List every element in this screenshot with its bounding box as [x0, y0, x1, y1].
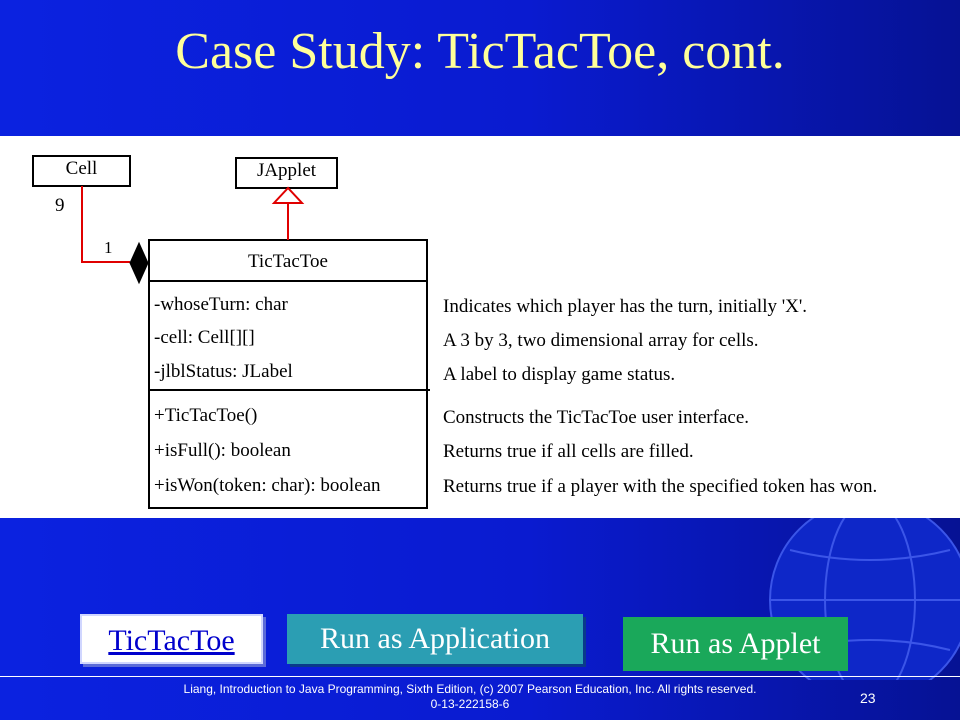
- field-cell: -cell: Cell[][]: [154, 327, 255, 348]
- page-number: 23: [860, 690, 876, 706]
- composition-diamond: [130, 243, 148, 283]
- inheritance-arrowhead: [274, 188, 302, 203]
- desc-whoseturn: Indicates which player has the turn, initially 'X'.: [443, 296, 808, 317]
- run-as-application-button[interactable]: Run as Application: [287, 614, 583, 664]
- field-whoseturn: -whoseTurn: char: [154, 294, 288, 315]
- desc-constructor: Constructs the TicTacToe user interface.: [443, 407, 750, 428]
- method-constructor: +TicTacToe(): [154, 405, 258, 426]
- slide-title: Case Study: TicTacToe, cont.: [175, 23, 785, 80]
- desc-iswon: Returns true if a player with the specified token has won.: [443, 476, 878, 497]
- desc-cell: A 3 by 3, two dimensional array for cells.: [443, 330, 759, 351]
- multiplicity-one: 1: [104, 238, 113, 257]
- run-as-applet-button[interactable]: Run as Applet: [623, 617, 848, 671]
- method-iswon: +isWon(token: char): boolean: [154, 475, 381, 496]
- footer-divider: [0, 676, 960, 677]
- multiplicity-many: 9: [55, 195, 65, 216]
- cell-class-name: Cell: [65, 158, 98, 179]
- tictactoe-class-name: TicTacToe: [247, 251, 328, 272]
- tictactoe-source-link[interactable]: TicTacToe: [80, 614, 263, 664]
- field-jlblstatus: -jlblStatus: JLabel: [154, 361, 293, 382]
- footer-copyright: Liang, Introduction to Java Programming, Sixth Edition, (c) 2007 Pearson Education, Inc. All rights reserved. 0-13-222158-6: [183, 682, 757, 711]
- desc-isfull: Returns true if all cells are filled.: [443, 441, 694, 462]
- japplet-class-name: JApplet: [256, 160, 317, 181]
- desc-jlblstatus: A label to display game status.: [443, 364, 676, 385]
- method-isfull: +isFull(): boolean: [154, 440, 291, 461]
